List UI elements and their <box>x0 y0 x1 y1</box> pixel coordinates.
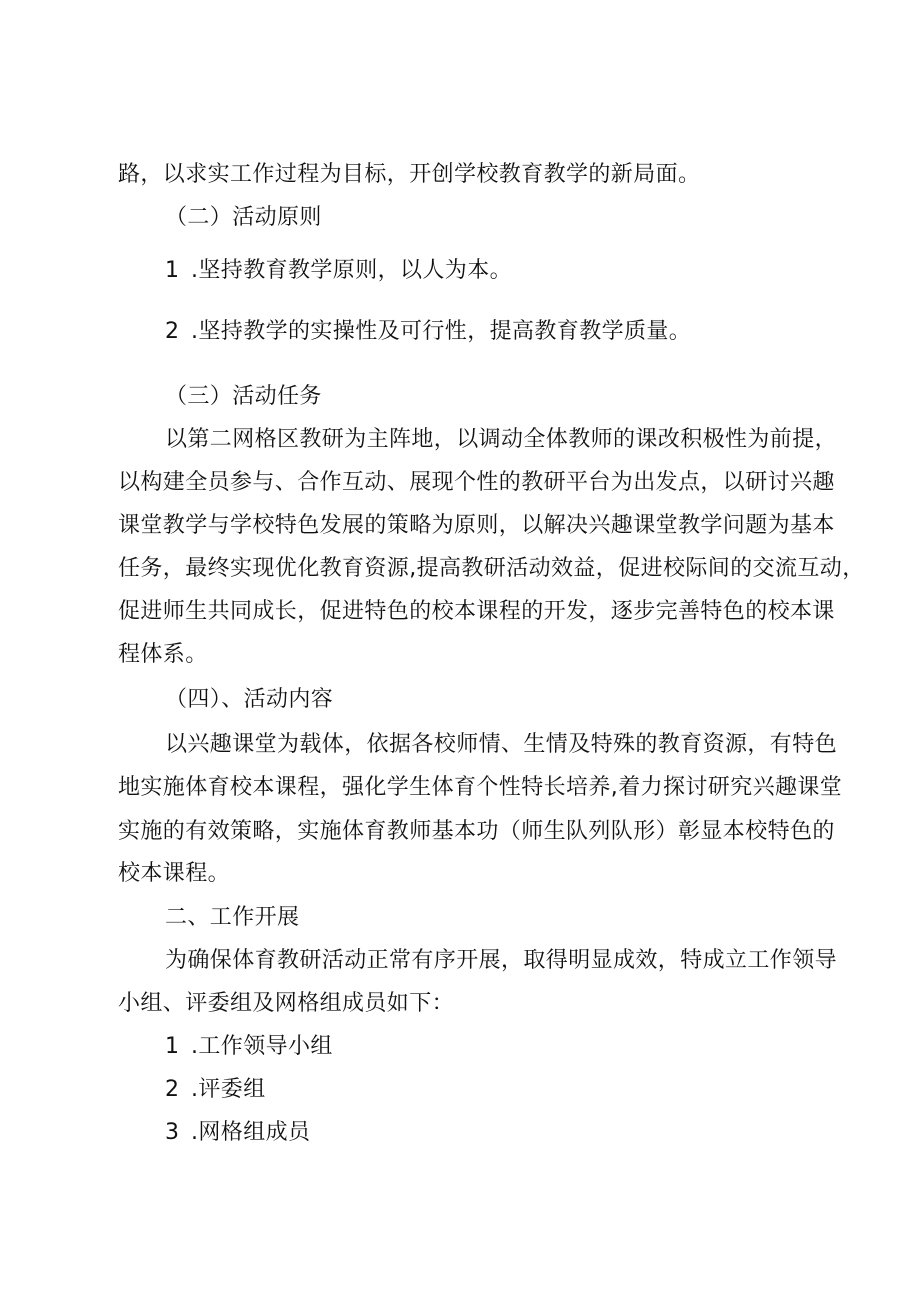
list-text: .网格组成员 <box>191 1120 311 1145</box>
paragraph-line: 实施的有效策略，实施体育教师基本功（师生队列队形）彰显本校特色的 <box>118 819 835 844</box>
list-item <box>165 1075 266 1105</box>
list-text: .坚持教学的实操性及可行性，提高教育教学质量。 <box>191 319 692 344</box>
paragraph-line: 路，以求实工作过程为目标，开创学校教育教学的新局面。 <box>118 162 701 187</box>
list-number: 2 <box>165 1077 180 1102</box>
list-number: 2 <box>165 319 180 344</box>
paragraph-line: 为确保体育教研活动正常有序开展，取得明显成效，特成立工作领导 <box>165 948 838 973</box>
paragraph-line: 地实施体育校本课程，强化学生体育个性特长培养,着力探讨研究兴趣课堂 <box>118 775 843 800</box>
paragraph-line: 程体系。 <box>118 642 208 667</box>
list-text: .评委组 <box>191 1077 266 1102</box>
section-heading: 二、工作开展 <box>165 905 300 930</box>
paragraph-line: 小组、评委组及网格组成员如下： <box>118 991 455 1016</box>
list-item <box>165 1032 333 1062</box>
paragraph-line: 以第二网格区教研为主阵地，以调动全体教师的课改积极性为前提， <box>165 427 838 452</box>
list-number: 3 <box>165 1120 180 1145</box>
list-text: .坚持教育教学原则，以人为本。 <box>191 258 512 283</box>
paragraph-line: 促进师生共同成长，促进特色的校本课程的开发，逐步完善特色的校本课 <box>118 599 835 624</box>
list-item <box>165 256 512 286</box>
paragraph-line: 课堂教学与学校特色发展的策略为原则，以解决兴趣课堂教学问题为基本 <box>118 513 835 538</box>
paragraph-line: 任务，最终实现优化教育资源,提高教研活动效益，促进校际间的交流互动， <box>118 556 865 581</box>
section-heading: （三）活动任务 <box>165 384 322 409</box>
paragraph-line: 校本课程。 <box>118 861 231 886</box>
list-text: .工作领导小组 <box>191 1034 333 1059</box>
list-number: 1 <box>165 258 180 283</box>
list-number: 1 <box>165 1034 180 1059</box>
section-heading: （二）活动原则 <box>165 205 322 230</box>
list-item <box>165 317 691 347</box>
paragraph-line: 以构建全员参与、合作互动、展现个性的教研平台为出发点，以研讨兴趣 <box>118 470 835 495</box>
paragraph-line: 以兴趣课堂为载体，依据各校师情、生情及特殊的教育资源，有特色 <box>165 732 838 757</box>
list-item <box>165 1118 310 1148</box>
section-heading: （四）、活动内容 <box>165 687 334 712</box>
